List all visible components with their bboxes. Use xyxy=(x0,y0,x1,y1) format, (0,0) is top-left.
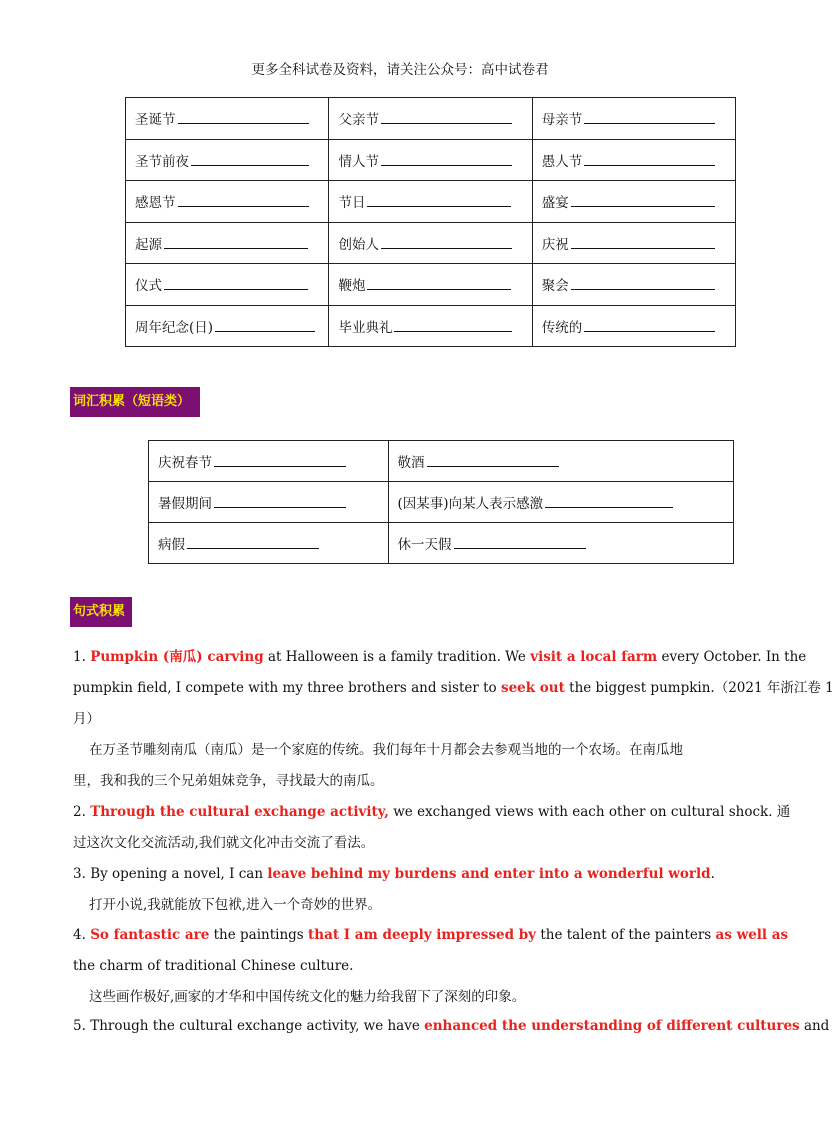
table-cell xyxy=(532,222,735,264)
table-cell xyxy=(126,222,329,264)
answer-blank[interactable] xyxy=(164,234,308,249)
key-phrase: Pumpkin (南瓜) carving xyxy=(90,649,264,665)
table-cell xyxy=(388,523,733,564)
cell-term: 情人节 xyxy=(338,153,379,170)
sentence-3-translation: 打开小说,我就能放下包袱,进入一个奇妙的世界。 xyxy=(89,897,382,913)
cell-term: 仪式 xyxy=(135,278,162,295)
sentence-1-translation-1: 在万圣节雕刻南瓜（南瓜）是一个家庭的传统。我们每年十月都会去参观当地的一个农场。在南瓜地 xyxy=(89,742,683,758)
answer-blank[interactable] xyxy=(214,493,346,508)
sentence-text: . xyxy=(710,866,715,882)
answer-blank[interactable] xyxy=(584,317,715,332)
table-cell xyxy=(329,222,532,264)
answer-blank[interactable] xyxy=(367,192,511,207)
section-title-phrases: 词汇积累（短语类） xyxy=(70,387,200,417)
cell-term: 病假 xyxy=(158,537,185,553)
section-title-sentences: 句式积累 xyxy=(70,597,132,627)
sentence-3-line-1 xyxy=(73,864,728,884)
table-cell xyxy=(532,98,735,140)
sentence-number: 4. xyxy=(73,927,86,943)
table-cell xyxy=(126,139,329,181)
table-cell xyxy=(126,264,329,306)
cell-term: 庆祝春节 xyxy=(158,455,212,471)
sentence-1-line-2 xyxy=(73,678,834,698)
cell-term: 起源 xyxy=(135,236,162,253)
sentence-number: 3. xyxy=(73,866,86,882)
cell-term: 盛宴 xyxy=(541,195,569,212)
sentence-text: the biggest pumpkin.（2021 年浙江卷 1 xyxy=(569,680,834,696)
table-cell xyxy=(532,139,735,181)
cell-term: 敬酒 xyxy=(397,455,425,471)
sentence-text: the talent of the painters xyxy=(540,927,712,943)
cell-term: 创始人 xyxy=(338,236,379,253)
key-phrase: leave behind my burdens and enter into a wonderful world xyxy=(267,866,711,882)
table-cell xyxy=(126,181,329,223)
cell-term: 母亲节 xyxy=(541,112,583,129)
table-cell xyxy=(532,305,735,347)
page-header: 更多全科试卷及资料，请关注公众号：高中试卷君 xyxy=(251,62,549,78)
sentence-1-line-3: 月） xyxy=(73,711,100,727)
sentence-text: at Halloween is a family tradition. We xyxy=(267,649,526,665)
sentence-1-line-1 xyxy=(73,647,807,667)
answer-blank[interactable] xyxy=(381,151,512,166)
key-phrase: visit a local farm xyxy=(530,649,658,665)
cell-term: 愚人节 xyxy=(541,153,583,170)
answer-blank[interactable] xyxy=(545,493,673,508)
table-cell xyxy=(149,482,389,523)
cell-term: (因某事)向某人表示感激 xyxy=(397,496,544,512)
sentence-text: and xyxy=(803,1018,830,1034)
cell-term: 周年纪念(日) xyxy=(135,319,214,336)
cell-term: 鞭炮 xyxy=(338,278,366,295)
cell-term: 父亲节 xyxy=(338,112,379,129)
key-phrase: So fantastic are xyxy=(90,927,210,943)
sentence-4-line-1 xyxy=(73,925,789,945)
table-cell xyxy=(532,264,735,306)
key-phrase: Through the cultural exchange activity, xyxy=(90,804,389,820)
answer-blank[interactable] xyxy=(584,109,715,124)
cell-term: 毕业典礼 xyxy=(338,319,393,336)
answer-blank[interactable] xyxy=(164,275,308,290)
answer-blank[interactable] xyxy=(214,452,346,467)
sentence-5-line-1 xyxy=(73,1016,830,1036)
sentence-1-translation-2: 里，我和我的三个兄弟姐妹竞争，寻找最大的南瓜。 xyxy=(73,773,384,789)
sentence-number: 1. xyxy=(73,649,86,665)
table-cell xyxy=(329,139,532,181)
table-row xyxy=(149,441,734,482)
answer-blank[interactable] xyxy=(571,192,715,207)
table-row xyxy=(126,264,736,306)
sentence-number: 5. xyxy=(73,1018,86,1034)
sentence-text: the paintings xyxy=(213,927,304,943)
answer-blank[interactable] xyxy=(191,151,309,166)
sentence-2-line-1 xyxy=(73,802,791,822)
vocab-table xyxy=(125,97,736,347)
sentence-text: we exchanged views with each other on cultural shock. 通 xyxy=(393,804,791,820)
answer-blank[interactable] xyxy=(454,534,586,549)
sentence-text: pumpkin field, I compete with my three brothers and sister to xyxy=(73,680,497,696)
sentence-2-translation: 过这次文化交流活动,我们就文化冲击交流了看法。 xyxy=(73,835,375,851)
key-phrase: as well as xyxy=(715,927,789,943)
answer-blank[interactable] xyxy=(178,109,309,124)
phrase-table xyxy=(148,440,734,564)
sentence-text: Through the cultural exchange activity, we have xyxy=(90,1018,420,1034)
answer-blank[interactable] xyxy=(571,275,715,290)
answer-blank[interactable] xyxy=(584,151,715,166)
answer-blank[interactable] xyxy=(381,234,512,249)
table-cell xyxy=(126,98,329,140)
table-row xyxy=(126,305,736,347)
key-phrase: enhanced the understanding of different cultures xyxy=(424,1018,800,1034)
answer-blank[interactable] xyxy=(215,317,315,332)
table-row xyxy=(126,181,736,223)
answer-blank[interactable] xyxy=(427,452,559,467)
key-phrase: seek out xyxy=(500,680,565,696)
table-cell xyxy=(388,482,733,523)
cell-term: 感恩节 xyxy=(135,195,176,212)
answer-blank[interactable] xyxy=(367,275,511,290)
answer-blank[interactable] xyxy=(381,109,512,124)
cell-term: 暑假期间 xyxy=(158,496,212,512)
table-row xyxy=(126,222,736,264)
cell-term: 休一天假 xyxy=(397,537,452,553)
table-cell xyxy=(532,181,735,223)
answer-blank[interactable] xyxy=(571,234,715,249)
cell-term: 节日 xyxy=(338,195,366,212)
table-cell xyxy=(388,441,733,482)
table-row xyxy=(149,523,734,564)
sentence-4-translation: 这些画作极好,画家的才华和中国传统文化的魅力给我留下了深刻的印象。 xyxy=(89,989,526,1005)
table-cell xyxy=(329,305,532,347)
table-cell xyxy=(329,98,532,140)
table-cell xyxy=(329,181,532,223)
sentence-text: By opening a novel, I can xyxy=(90,866,264,882)
answer-blank[interactable] xyxy=(394,317,512,332)
cell-term: 传统的 xyxy=(541,319,583,336)
answer-blank[interactable] xyxy=(187,534,319,549)
cell-term: 聚会 xyxy=(541,278,569,295)
table-cell xyxy=(329,264,532,306)
cell-term: 圣节前夜 xyxy=(135,153,189,170)
answer-blank[interactable] xyxy=(178,192,309,207)
sentence-number: 2. xyxy=(73,804,86,820)
table-cell xyxy=(149,441,389,482)
cell-term: 圣诞节 xyxy=(135,112,176,129)
table-cell xyxy=(149,523,389,564)
sentence-4-line-2: the charm of traditional Chinese culture. xyxy=(73,958,354,974)
table-cell xyxy=(126,305,329,347)
table-row xyxy=(126,98,736,140)
cell-term: 庆祝 xyxy=(541,236,569,253)
table-row xyxy=(126,139,736,181)
key-phrase: that I am deeply impressed by xyxy=(308,927,537,943)
sentence-text: every October. In the xyxy=(661,649,807,665)
table-row xyxy=(149,482,734,523)
